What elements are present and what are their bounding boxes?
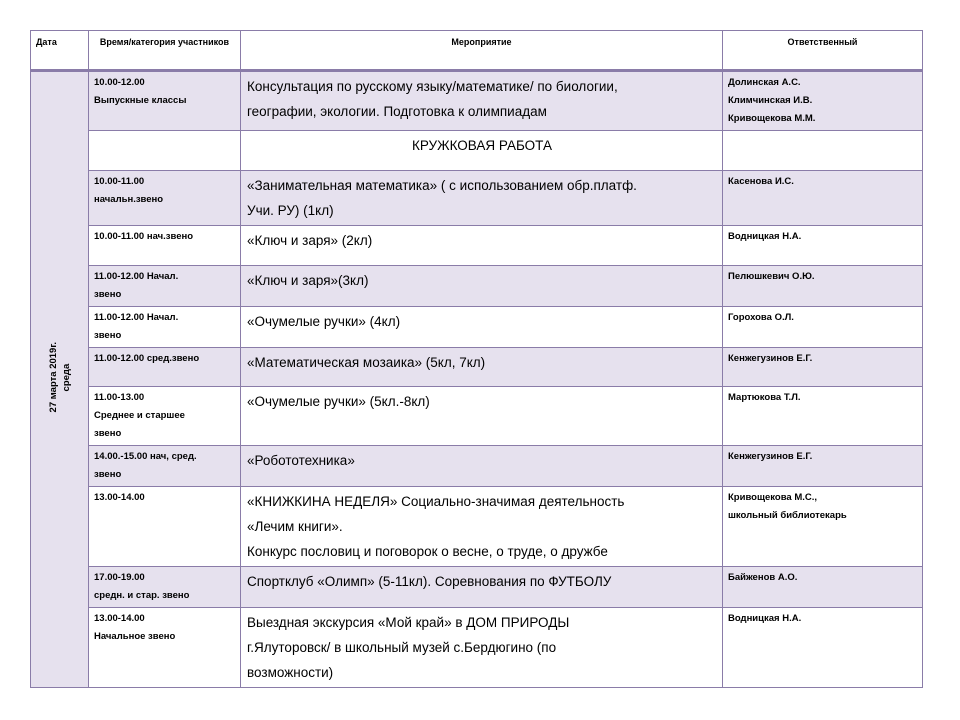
header-time: Время/категория участников [89, 31, 241, 71]
table-row [31, 608, 923, 688]
header-row [31, 31, 923, 71]
event-cell [241, 567, 723, 608]
time-cell-line: 10.00-12.00 [94, 77, 145, 88]
time-cell-line: 11.00-12.00 Начал. [94, 271, 179, 282]
event-cell-line: КРУЖКОВАЯ РАБОТА [411, 138, 552, 153]
responsible-cell [723, 387, 923, 446]
table-row [31, 567, 923, 608]
time-cell-line: 11.00-13.00 [94, 392, 145, 403]
event-cell-line: «Робототехника» [247, 453, 355, 468]
event-cell-line: Спортклуб «Олимп» (5-11кл). Соревнования по ФУТБОЛУ [247, 574, 612, 589]
time-cell-line: 14.00.-15.00 нач, сред. [94, 451, 197, 462]
responsible-cell-line: Водницкая Н.А. [728, 613, 802, 624]
event-cell [241, 226, 723, 266]
event-cell-line: географии, экологии. Подготовка к олимпиадам [247, 104, 547, 119]
responsible-cell [723, 71, 923, 131]
time-cell [89, 131, 241, 171]
time-cell-line: 13.00-14.00 [94, 613, 145, 624]
table-row [31, 307, 923, 348]
event-cell-line: г.Ялуторовск/ в школьный музей с.Бердюгино (по [247, 640, 557, 655]
time-cell-line: 10.00-11.00 [94, 176, 145, 187]
event-cell [241, 608, 723, 688]
time-cell-line: начальн.звено [94, 194, 164, 205]
time-cell-line: Среднее и старшее [94, 410, 185, 421]
table-row [31, 266, 923, 307]
time-cell [89, 266, 241, 307]
table-row [31, 387, 923, 446]
event-cell-line: «Очумелые ручки» (4кл) [247, 314, 401, 329]
time-cell-line: звено [94, 428, 122, 439]
responsible-cell-line: Климчинская И.В. [728, 95, 813, 106]
time-cell [89, 71, 241, 131]
responsible-cell-line: Водницкая Н.А. [728, 231, 802, 242]
event-cell [241, 446, 723, 487]
responsible-cell [723, 307, 923, 348]
responsible-cell-line: Мартюкова Т.Л. [728, 392, 801, 403]
responsible-cell-line: Байженов А.О. [728, 572, 798, 583]
responsible-cell [723, 608, 923, 688]
time-cell [89, 567, 241, 608]
event-cell-line: возможности) [247, 665, 334, 680]
event-cell-line: Выездная экскурсия «Мой край» в ДОМ ПРИРОДЫ [247, 615, 570, 630]
responsible-cell-line: школьный библиотекарь [728, 510, 847, 521]
table-row [31, 226, 923, 266]
header-responsible: Ответственный [723, 31, 923, 71]
time-cell [89, 226, 241, 266]
responsible-cell-line: Кривощекова М.С., [728, 492, 818, 503]
time-cell [89, 307, 241, 348]
event-cell-line: Конкурс пословиц и поговорок о весне, о труде, о дружбе [247, 544, 608, 559]
event-cell-line: «Ключ и заря» (2кл) [247, 233, 373, 248]
time-cell [89, 487, 241, 567]
header-event: Мероприятие [241, 31, 723, 71]
event-cell-line: «Занимательная математика» ( с использованием обр.платф. [247, 178, 637, 193]
event-cell [241, 348, 723, 387]
date-text [47, 342, 73, 412]
responsible-cell-line: Горохова О.Л. [728, 312, 794, 323]
event-cell-line: «Ключ и заря»(3кл) [247, 273, 369, 288]
weekday-value: среда [60, 363, 72, 391]
responsible-cell-line: Кривощекова М.М. [728, 113, 816, 124]
time-cell-line: Выпускные классы [94, 95, 187, 106]
date-cell [31, 71, 89, 688]
event-cell [241, 131, 723, 171]
responsible-cell [723, 266, 923, 307]
event-cell-line: Учи. РУ) (1кл) [247, 203, 334, 218]
event-cell [241, 171, 723, 226]
event-cell [241, 71, 723, 131]
time-cell [89, 387, 241, 446]
time-cell [89, 171, 241, 226]
table-row [31, 71, 923, 131]
event-cell [241, 307, 723, 348]
time-cell [89, 348, 241, 387]
responsible-cell [723, 487, 923, 567]
responsible-cell [723, 226, 923, 266]
event-cell-line: «Математическая мозаика» (5кл, 7кл) [247, 355, 486, 370]
time-cell-line: 10.00-11.00 нач.звено [94, 231, 194, 242]
time-cell-line: 11.00-12.00 Начал. [94, 312, 179, 323]
table-row [31, 171, 923, 226]
responsible-cell [723, 446, 923, 487]
event-cell-line: «КНИЖКИНА НЕДЕЛЯ» Социально-значимая деятельность [247, 494, 625, 509]
time-cell [89, 446, 241, 487]
event-cell [241, 387, 723, 446]
event-cell-line: Консультация по русскому языку/математике/ по биологии, [247, 79, 618, 94]
responsible-cell-line: Пелюшкевич О.Ю. [728, 271, 815, 282]
date-value: 27 марта 2019г. [47, 341, 59, 413]
time-cell [89, 608, 241, 688]
time-cell-line: 13.00-14.00 [94, 492, 145, 503]
time-cell-line: средн. и стар. звено [94, 590, 190, 601]
event-cell-line: «Очумелые ручки» (5кл.-8кл) [247, 394, 430, 409]
time-cell-line: 17.00-19.00 [94, 572, 145, 583]
responsible-cell-line: Касенова И.С. [728, 176, 794, 187]
table-row [31, 446, 923, 487]
time-cell-line: звено [94, 330, 122, 341]
schedule-table [30, 30, 923, 688]
responsible-cell [723, 131, 923, 171]
responsible-cell-line: Долинская А.С. [728, 77, 801, 88]
table-row [31, 131, 923, 171]
table-row [31, 487, 923, 567]
responsible-cell [723, 171, 923, 226]
header-date: Дата [31, 31, 89, 71]
responsible-cell [723, 348, 923, 387]
event-cell-line: «Лечим книги». [247, 519, 343, 534]
time-cell-line: 11.00-12.00 сред.звено [94, 353, 200, 364]
time-cell-line: звено [94, 469, 122, 480]
table-row [31, 348, 923, 387]
time-cell-line: Начальное звено [94, 631, 176, 642]
responsible-cell-line: Кенжегузинов Е.Г. [728, 451, 813, 462]
responsible-cell [723, 567, 923, 608]
responsible-cell-line: Кенжегузинов Е.Г. [728, 353, 813, 364]
time-cell-line: звено [94, 289, 122, 300]
event-cell [241, 266, 723, 307]
event-cell [241, 487, 723, 567]
